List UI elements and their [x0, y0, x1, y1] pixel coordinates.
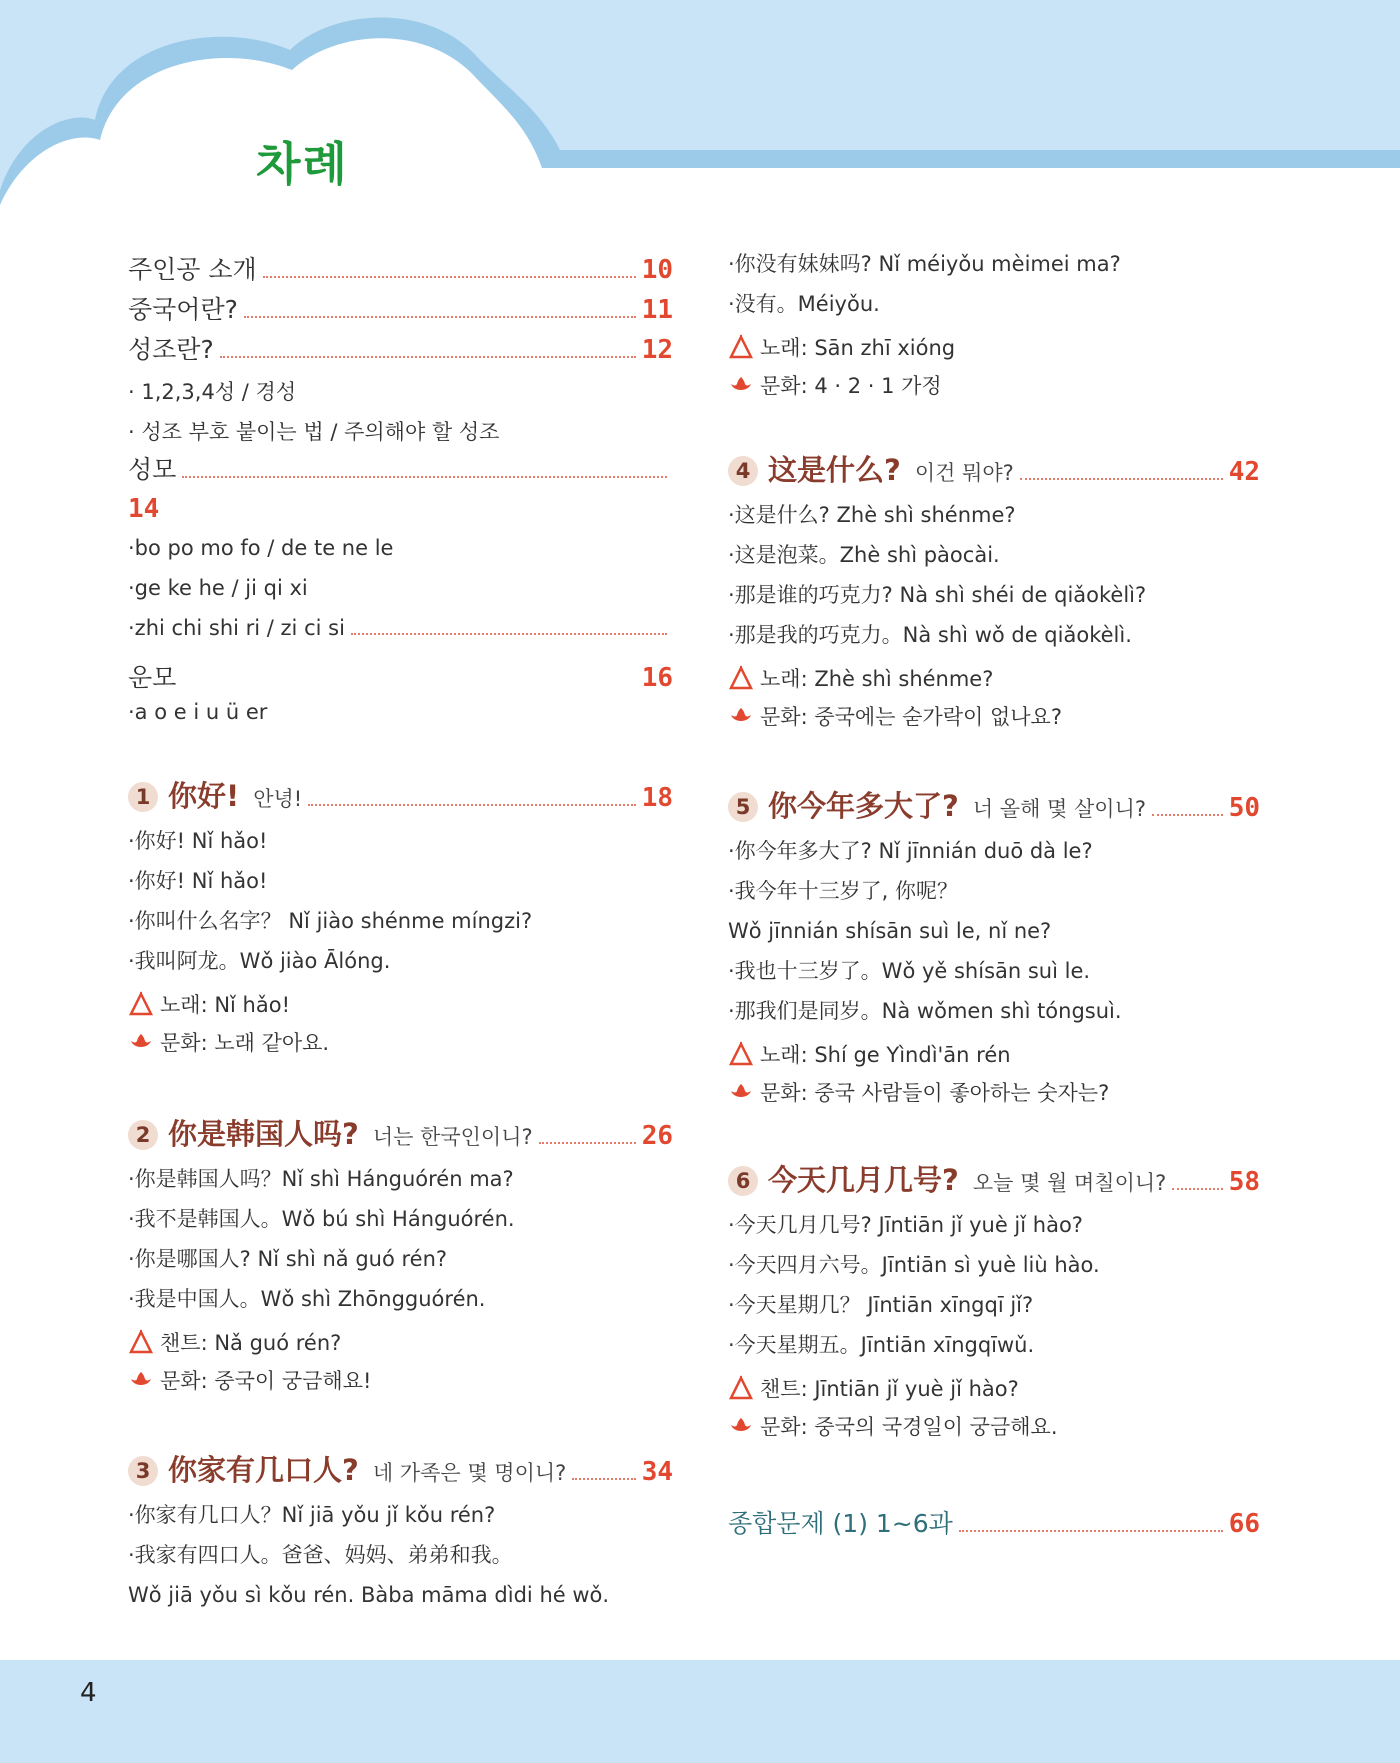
toc-page-number: 50: [1228, 793, 1260, 823]
toc-page-number: 11: [641, 295, 673, 325]
chapter-title: 你是韩国人吗?: [168, 1117, 359, 1151]
toc-entry[interactable]: [128, 658, 673, 694]
lotus-icon: [728, 372, 754, 398]
toc-page-number: 26: [641, 1121, 673, 1151]
song-label: 노래: Shí ge Yìndì'ān rén: [760, 1043, 1011, 1067]
triangle-instrument-icon: [728, 1375, 754, 1401]
lesson-line: ·我不是韩国人。Wǒ bú shì Hánguórén.: [128, 1207, 515, 1231]
chapter-heading[interactable]: [128, 1448, 673, 1489]
culture-label: 문화: 중국 사람들이 좋아하는 숫자는?: [760, 1081, 1110, 1105]
chapter-2: [128, 1112, 673, 1395]
leader-dots: [1020, 478, 1223, 480]
lesson-line: ·你今年多大了? Nǐ jīnnián duō dà le?: [728, 839, 1093, 863]
sub-item: ·a o e i u ü er: [128, 700, 268, 724]
culture-row: [728, 701, 1260, 731]
chapter-4: [728, 448, 1260, 731]
culture-row: [728, 370, 1260, 400]
toc-entry-label: 성조란?: [128, 335, 214, 364]
culture-row: [728, 1411, 1260, 1441]
sub-item: ·ge ke he / ji qi xi: [128, 576, 308, 600]
lesson-line: ·我家有四口人。爸爸、妈妈、弟弟和我。: [128, 1543, 513, 1567]
lotus-icon: [128, 1029, 154, 1055]
toc-entry-label: 운모: [128, 663, 177, 692]
review-entry: [728, 1504, 1260, 1540]
chant-row: [128, 1327, 673, 1357]
chapter-subtitle: 안녕!: [253, 787, 303, 811]
leader-dots: [244, 316, 636, 318]
chapter-number-badge: 3: [128, 1456, 158, 1486]
culture-row: [728, 1077, 1260, 1107]
chapter-number-badge: 2: [128, 1120, 158, 1150]
chapter-number-badge: 5: [728, 792, 758, 822]
lesson-line: ·那是我的巧克力。Nà shì wǒ de qiǎokèlì.: [728, 623, 1132, 647]
triangle-instrument-icon: [128, 1329, 154, 1355]
culture-label: 문화: 중국이 궁금해요!: [160, 1369, 372, 1393]
culture-row: [128, 1027, 673, 1057]
lesson-line: ·我是中国人。Wǒ shì Zhōngguórén.: [128, 1287, 486, 1311]
chapter-heading[interactable]: [128, 1112, 673, 1153]
toc-entry[interactable]: [128, 250, 673, 286]
lesson-line: ·今天星期五。Jīntiān xīngqīwǔ.: [728, 1333, 1035, 1357]
toc-entry-label: 성모: [128, 455, 177, 484]
lesson-line: ·我叫阿龙。Wǒ jiào Ālóng.: [128, 949, 391, 973]
lesson-line: ·你好! Nǐ hǎo!: [128, 869, 268, 893]
lesson-line: ·你家有几口人？Nǐ jiā yǒu jǐ kǒu rén?: [128, 1503, 496, 1527]
toc-page-number: 66: [1228, 1509, 1260, 1539]
chapter-number-badge: 4: [728, 456, 758, 486]
chapter-heading[interactable]: [128, 774, 673, 815]
culture-label: 문화: 중국에는 숟가락이 없나요?: [760, 705, 1062, 729]
leader-dots: [1152, 814, 1223, 816]
chapter-subtitle: 오늘 몇 월 며칠이니?: [972, 1171, 1167, 1195]
song-row: [728, 663, 1260, 693]
triangle-instrument-icon: [728, 334, 754, 360]
lesson-line: ·你好! Nǐ hǎo!: [128, 829, 268, 853]
toc-page-number: 42: [1228, 457, 1260, 487]
leader-dots: [220, 356, 636, 358]
toc-page-number: 10: [641, 255, 673, 285]
chapter-title: 你家有几口人?: [168, 1453, 359, 1487]
song-row: [728, 1039, 1260, 1069]
song-row: [728, 332, 1260, 362]
chapter-1: [128, 774, 673, 1057]
lesson-line: ·你是哪国人? Nǐ shì nǎ guó rén?: [128, 1247, 448, 1271]
page-number: 4: [80, 1678, 97, 1708]
song-label: 노래: Nǐ hǎo!: [160, 993, 290, 1017]
chapter-subtitle: 네 가족은 몇 명이니?: [372, 1461, 567, 1485]
lesson-line: ·今天星期几？ Jīntiān xīngqī jǐ?: [728, 1293, 1034, 1317]
triangle-instrument-icon: [728, 665, 754, 691]
chapter-heading[interactable]: [728, 1158, 1260, 1199]
toc-entry-label: 중국어란?: [128, 295, 238, 324]
lotus-icon: [728, 1413, 754, 1439]
lesson-line: Wǒ jīnnián shísān suì le, nǐ ne?: [728, 919, 1052, 943]
page-title: 차례: [256, 137, 349, 191]
lesson-line: ·你叫什么名字？ Nǐ jiào shénme míngzi?: [128, 909, 533, 933]
chapter-title: 这是什么?: [768, 453, 901, 487]
sub-item: · 1,2,3,4성 / 경성: [128, 380, 297, 404]
lesson-line: ·我今年十三岁了, 你呢？: [728, 879, 959, 903]
toc-entry[interactable]: [728, 1504, 1260, 1540]
toc-page-number: 34: [641, 1457, 673, 1487]
chapter-title: 你好!: [168, 779, 240, 813]
lotus-icon: [128, 1367, 154, 1393]
chapter-6: [728, 1158, 1260, 1441]
sub-item: · 성조 부호 붙이는 법 / 주의해야 할 성조: [128, 420, 500, 444]
culture-label: 문화: 4 · 2 · 1 가정: [760, 374, 942, 398]
leader-dots: [263, 276, 636, 278]
lesson-line: ·这是泡菜。Zhè shì pàocài.: [728, 543, 1000, 567]
triangle-instrument-icon: [128, 991, 154, 1017]
lotus-icon: [728, 703, 754, 729]
chapter-subtitle: 이건 뭐야?: [914, 461, 1014, 485]
lesson-line: Wǒ jiā yǒu sì kǒu rén. Bàba māma dìdi hé wǒ.: [128, 1583, 610, 1607]
review-label: 종합문제 (1) 1~6과: [728, 1509, 953, 1538]
sub-item: ·bo po mo fo / de te ne le: [128, 536, 394, 560]
leader-dots: [1172, 1188, 1222, 1190]
toc-page-number: 12: [641, 335, 673, 365]
lesson-line: ·没有。Méiyǒu.: [728, 292, 880, 316]
song-label: 노래: Zhè shì shénme?: [760, 667, 994, 691]
leader-dots: [959, 1530, 1223, 1532]
lesson-line: ·那我们是同岁。Nà wǒmen shì tóngsuì.: [728, 999, 1122, 1023]
chapter-subtitle: 너 올해 몇 살이니?: [972, 797, 1147, 821]
chant-label: 챈트: Nǎ guó rén?: [160, 1331, 342, 1355]
culture-row: [128, 1365, 673, 1395]
toc-entry[interactable]: [128, 330, 673, 366]
song-label: 노래: Sān zhī xióng: [760, 336, 956, 360]
chant-row: [728, 1373, 1260, 1403]
culture-label: 문화: 중국의 국경일이 궁금해요.: [760, 1415, 1058, 1439]
chant-label: 챈트: Jīntiān jǐ yuè jǐ hào?: [760, 1377, 1019, 1401]
triangle-instrument-icon: [728, 1041, 754, 1067]
chapter-title: 今天几月几号?: [768, 1163, 959, 1197]
toc-entry[interactable]: [128, 290, 673, 326]
leader-dots: [182, 476, 667, 478]
chapter-3-continued: [728, 244, 1260, 400]
lesson-line: ·今天四月六号。Jīntiān sì yuè liù hào.: [728, 1253, 1100, 1277]
lesson-line: ·我也十三岁了。Wǒ yě shísān suì le.: [728, 959, 1091, 983]
toc-page-number: 14: [128, 494, 160, 524]
chapter-3: [128, 1448, 673, 1615]
leader-dots: [572, 1478, 635, 1480]
chapter-number-badge: 6: [728, 1166, 758, 1196]
chapter-heading[interactable]: [728, 784, 1260, 825]
lesson-line: ·那是谁的巧克力? Nà shì shéi de qiǎokèlì?: [728, 583, 1147, 607]
leader-dots: [539, 1142, 636, 1144]
chapter-subtitle: 너는 한국인이니?: [372, 1125, 533, 1149]
song-row: [128, 989, 673, 1019]
leader-dots: [308, 804, 635, 806]
toc-page-number: 58: [1228, 1167, 1260, 1197]
culture-label: 문화: 노래 같아요.: [160, 1031, 330, 1055]
lesson-line: ·你是韩国人吗？Nǐ shì Hánguórén ma?: [128, 1167, 514, 1191]
sub-item: ·zhi chi shi ri / zi ci si: [128, 616, 345, 640]
lotus-icon: [728, 1079, 754, 1105]
toc-entry[interactable]: [128, 450, 673, 486]
chapter-title: 你今年多大了?: [768, 789, 959, 823]
leader-dots: [351, 633, 667, 635]
toc-entry-label: 주인공 소개: [128, 255, 257, 284]
toc-page-number: 16: [641, 663, 673, 693]
chapter-5: [728, 784, 1260, 1107]
toc-page-number: 18: [641, 783, 673, 813]
chapter-heading[interactable]: [728, 448, 1260, 489]
lesson-line: ·这是什么? Zhè shì shénme?: [728, 503, 1016, 527]
chapter-number-badge: 1: [128, 782, 158, 812]
lesson-line: ·你没有妹妹吗? Nǐ méiyǒu mèimei ma?: [728, 252, 1121, 276]
lesson-line: ·今天几月几号? Jīntiān jǐ yuè jǐ hào?: [728, 1213, 1083, 1237]
